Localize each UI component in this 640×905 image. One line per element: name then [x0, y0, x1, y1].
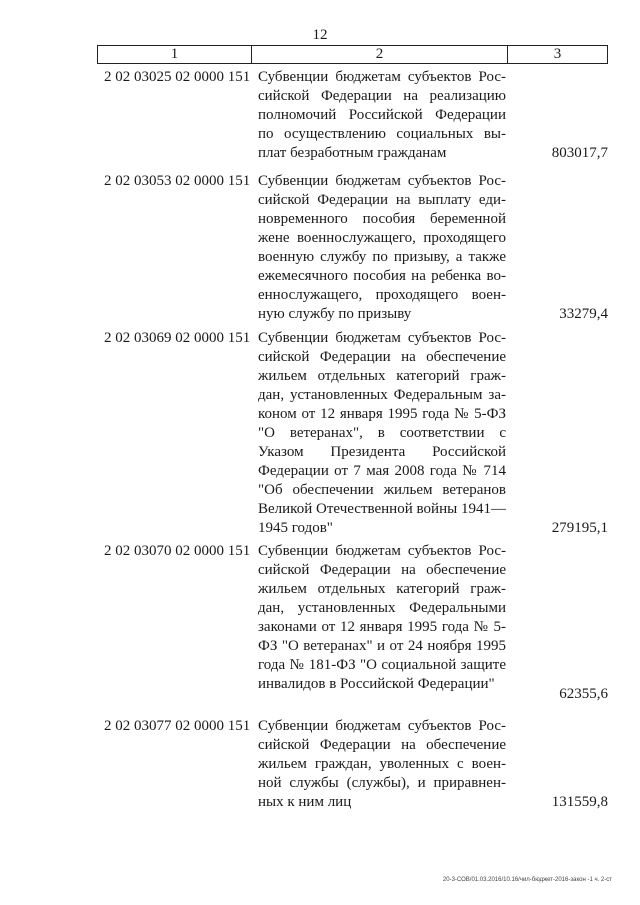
row-description: Субвенции бюджетам субъектов Российской Федерации на обеспечение жильем отдельных категорий граждан, установленных Федеральными законами от 12 января 1995 года № 5-ФЗ "О ветеранах" и от 24 ноября 1995 года № 181-ФЗ "О социальной защите инвалидов в Российской Федерации" — [258, 543, 506, 692]
budget-code: 2 02 03025 02 0000 151 — [104, 69, 251, 85]
row-amount: 279195,1 — [551, 520, 608, 536]
table-header-col3: 3 — [507, 46, 608, 63]
row-description: Субвенции бюджетам субъектов Российской Федерации на обеспечение жильем отдельных категорий граждан, установленных Федеральным законом от 12 января 1995 года № 5-ФЗ "О ветеранах", в соответствии с Указом Президента Российской Федерации от 7 мая 2008 года № 714 "Об обеспечении жильем ветеранов Великой Отечественной войны 1941—1945 годов" — [258, 330, 506, 536]
row-amount: 33279,4 — [559, 306, 608, 322]
budget-code: 2 02 03053 02 0000 151 — [104, 173, 251, 189]
row-description: Субвенции бюджетам субъектов Российской Федерации на реализацию полномочий Российской Федерации по осуществлению социальных выплат безработным гражданам — [258, 69, 506, 161]
budget-code: 2 02 03069 02 0000 151 — [104, 330, 251, 346]
row-amount: 62355,6 — [559, 686, 608, 702]
budget-code: 2 02 03070 02 0000 151 — [104, 543, 251, 559]
row-amount: 131559,8 — [551, 794, 608, 810]
budget-code: 2 02 03077 02 0000 151 — [104, 718, 251, 734]
row-amount: 803017,7 — [551, 145, 608, 161]
row-description: Субвенции бюджетам субъектов Российской Федерации на обеспечение жильем граждан, уволенных с военной службы (службы), и приравненных к ним лиц — [258, 718, 506, 810]
table-header-col2: 2 — [251, 46, 507, 63]
table-header-col1: 1 — [97, 46, 251, 63]
page-number: 12 — [312, 27, 328, 43]
row-description: Субвенции бюджетам субъектов Российской Федерации на выплату единовременного пособия беременной жене военнослужащего, проходящего военную службу по призыву, а также ежемесячного пособия на ребенка военнослужащего, проходящего военную службу по призыву — [258, 173, 506, 322]
table-header — [97, 45, 608, 64]
document-footer: 20-3-СОВ/01.03.2016/10.16/чил-бюджет-2016-закон -1 ч. 2-ст — [442, 877, 612, 883]
